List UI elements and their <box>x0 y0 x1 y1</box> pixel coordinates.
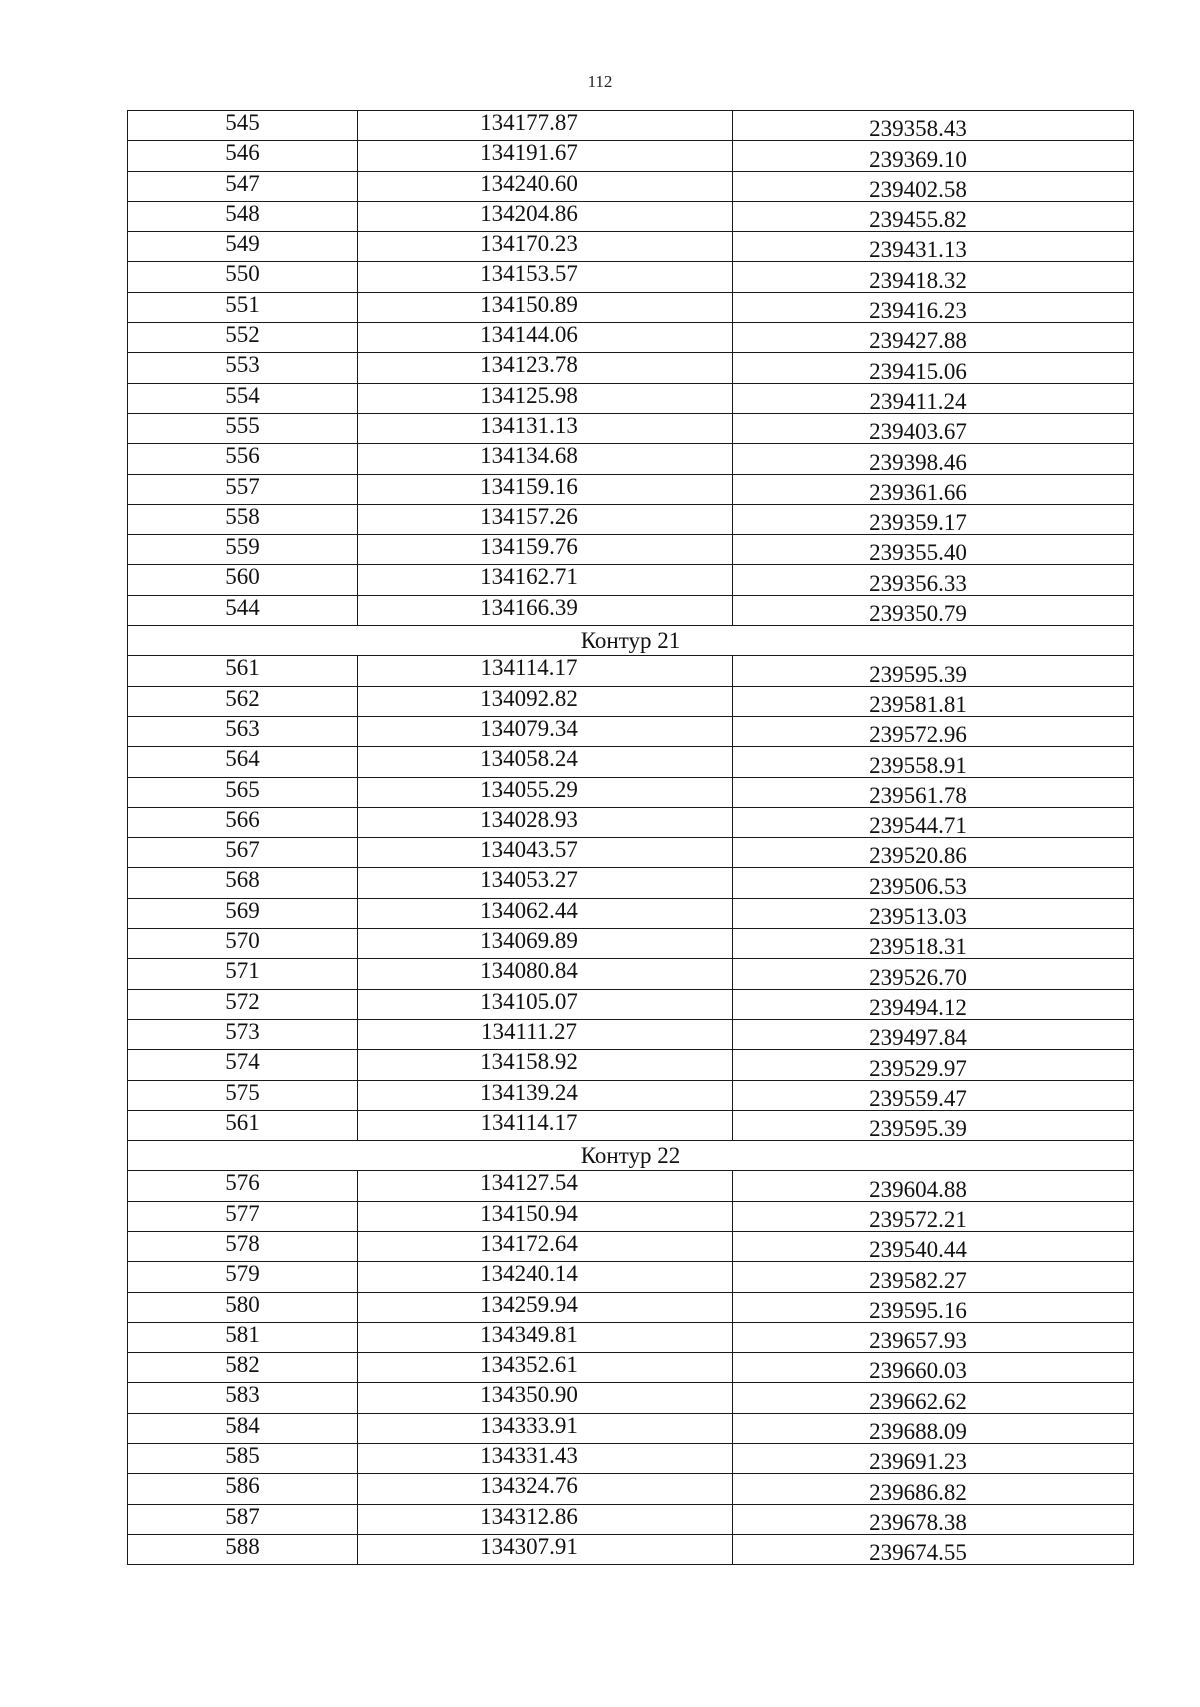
y-coordinate-cell <box>733 111 1134 141</box>
y-coordinate-cell <box>733 201 1134 231</box>
table-row <box>128 1231 1134 1261</box>
y-coordinate-cell <box>733 1231 1134 1261</box>
y-coordinate-cell <box>733 1322 1134 1352</box>
x-coordinate-cell <box>358 1019 733 1049</box>
y-coordinate-cell <box>733 1353 1134 1383</box>
y-coordinate-value: 239356.33 <box>869 570 967 596</box>
y-coordinate-value: 239595.39 <box>869 661 967 687</box>
x-coordinate-cell <box>358 1080 733 1110</box>
x-coordinate-cell <box>358 1262 733 1292</box>
point-number-cell: 561 <box>128 656 358 686</box>
contour-header-row <box>128 626 1134 656</box>
x-coordinate-value: 134177.87 <box>480 110 578 135</box>
y-coordinate-value: 239686.82 <box>869 1479 967 1505</box>
y-coordinate-cell <box>733 929 1134 959</box>
table-row <box>128 413 1134 443</box>
point-number-cell: 588 <box>128 1534 358 1564</box>
y-coordinate-cell <box>733 262 1134 292</box>
table-row <box>128 1050 1134 1080</box>
x-coordinate-value: 134333.91 <box>480 1412 578 1438</box>
y-coordinate-cell <box>733 595 1134 625</box>
point-number-cell: 558 <box>128 504 358 534</box>
point-number-cell: 561 <box>128 1110 358 1140</box>
y-coordinate-value: 239411.24 <box>869 388 967 414</box>
point-number-cell: 551 <box>128 292 358 322</box>
y-coordinate-value: 239595.16 <box>869 1297 967 1323</box>
y-coordinate-value: 239540.44 <box>869 1237 967 1263</box>
x-coordinate-value: 134123.78 <box>480 352 578 378</box>
x-coordinate-cell <box>358 535 733 565</box>
x-coordinate-value: 134134.68 <box>480 443 578 469</box>
y-coordinate-value: 239398.46 <box>869 449 967 475</box>
x-coordinate-value: 134157.26 <box>480 503 578 529</box>
x-coordinate-cell <box>358 868 733 898</box>
x-coordinate-value: 134111.27 <box>480 1018 578 1044</box>
y-coordinate-cell <box>733 383 1134 413</box>
y-coordinate-value: 239403.67 <box>869 419 967 445</box>
x-coordinate-value: 134153.57 <box>480 261 578 287</box>
x-coordinate-cell <box>358 807 733 837</box>
y-coordinate-cell <box>733 686 1134 716</box>
x-coordinate-cell <box>358 747 733 777</box>
table-row <box>128 1413 1134 1443</box>
table-row <box>128 1110 1134 1140</box>
y-coordinate-value: 239520.86 <box>869 843 967 869</box>
x-coordinate-value: 134159.16 <box>480 473 578 499</box>
x-coordinate-value: 134166.39 <box>480 594 578 620</box>
point-number-cell: 556 <box>128 444 358 474</box>
y-coordinate-value: 239361.66 <box>869 479 967 505</box>
point-number-cell: 564 <box>128 747 358 777</box>
table-row <box>128 777 1134 807</box>
x-coordinate-cell <box>358 1292 733 1322</box>
y-coordinate-cell <box>733 565 1134 595</box>
point-number-cell: 565 <box>128 777 358 807</box>
y-coordinate-value: 239431.13 <box>869 237 967 263</box>
x-coordinate-value: 134204.86 <box>480 200 578 226</box>
y-coordinate-value: 239494.12 <box>869 994 967 1020</box>
point-number-cell: 584 <box>128 1413 358 1443</box>
x-coordinate-value: 134028.93 <box>480 806 578 832</box>
x-coordinate-cell <box>358 838 733 868</box>
point-number-cell: 563 <box>128 716 358 746</box>
y-coordinate-value: 239559.47 <box>869 1085 967 1111</box>
x-coordinate-value: 134139.24 <box>480 1079 578 1105</box>
y-coordinate-value: 239529.97 <box>869 1055 967 1081</box>
y-coordinate-value: 239415.06 <box>869 358 967 384</box>
y-coordinate-value: 239595.39 <box>869 1116 967 1142</box>
x-coordinate-value: 134058.24 <box>480 746 578 772</box>
y-coordinate-cell <box>733 1050 1134 1080</box>
table-row <box>128 444 1134 474</box>
x-coordinate-cell <box>358 1050 733 1080</box>
point-number-cell: 573 <box>128 1019 358 1049</box>
point-number-cell: 568 <box>128 868 358 898</box>
y-coordinate-cell <box>733 1019 1134 1049</box>
y-coordinate-cell <box>733 171 1134 201</box>
x-coordinate-cell <box>358 686 733 716</box>
x-coordinate-cell <box>358 716 733 746</box>
point-number-cell: 547 <box>128 171 358 201</box>
y-coordinate-cell <box>733 1110 1134 1140</box>
x-coordinate-value: 134307.91 <box>480 1533 578 1559</box>
table-row <box>128 989 1134 1019</box>
y-coordinate-value: 239358.43 <box>869 116 967 142</box>
point-number-cell: 553 <box>128 353 358 383</box>
y-coordinate-value: 239657.93 <box>869 1328 967 1354</box>
y-coordinate-cell <box>733 838 1134 868</box>
point-number-cell: 586 <box>128 1474 358 1504</box>
x-coordinate-cell <box>358 383 733 413</box>
x-coordinate-cell <box>358 929 733 959</box>
y-coordinate-value: 239688.09 <box>869 1419 967 1445</box>
table-row <box>128 292 1134 322</box>
y-coordinate-cell <box>733 141 1134 171</box>
table-row <box>128 716 1134 746</box>
x-coordinate-value: 134150.89 <box>480 291 578 317</box>
x-coordinate-cell <box>358 777 733 807</box>
point-number-cell: 557 <box>128 474 358 504</box>
x-coordinate-value: 134158.92 <box>480 1049 578 1075</box>
x-coordinate-cell <box>358 565 733 595</box>
y-coordinate-cell <box>733 656 1134 686</box>
x-coordinate-cell <box>358 323 733 353</box>
x-coordinate-cell <box>358 171 733 201</box>
point-number-cell: 578 <box>128 1231 358 1261</box>
y-coordinate-cell <box>733 323 1134 353</box>
point-number-cell: 569 <box>128 898 358 928</box>
x-coordinate-value: 134080.84 <box>480 958 578 984</box>
table-row <box>128 535 1134 565</box>
y-coordinate-cell <box>733 1292 1134 1322</box>
table-row <box>128 171 1134 201</box>
y-coordinate-cell <box>733 444 1134 474</box>
point-number-cell: 585 <box>128 1444 358 1474</box>
table-row <box>128 807 1134 837</box>
table-row <box>128 1019 1134 1049</box>
table-row <box>128 595 1134 625</box>
point-number-cell: 554 <box>128 383 358 413</box>
table-row <box>128 898 1134 928</box>
point-number-cell: 559 <box>128 535 358 565</box>
y-coordinate-value: 239427.88 <box>869 328 967 354</box>
x-coordinate-value: 134062.44 <box>480 897 578 923</box>
y-coordinate-value: 239416.23 <box>869 298 967 324</box>
table-row <box>128 959 1134 989</box>
y-coordinate-value: 239558.91 <box>869 752 967 778</box>
point-number-cell: 562 <box>128 686 358 716</box>
y-coordinate-cell <box>733 1262 1134 1292</box>
x-coordinate-value: 134114.17 <box>480 1109 578 1135</box>
y-coordinate-cell <box>733 232 1134 262</box>
table-row <box>128 656 1134 686</box>
y-coordinate-value: 239662.62 <box>869 1388 967 1414</box>
y-coordinate-cell <box>733 1171 1134 1201</box>
table-row <box>128 201 1134 231</box>
x-coordinate-value: 134324.76 <box>480 1473 578 1499</box>
point-number-cell: 574 <box>128 1050 358 1080</box>
x-coordinate-cell <box>358 1383 733 1413</box>
y-coordinate-cell <box>733 989 1134 1019</box>
x-coordinate-value: 134349.81 <box>480 1321 578 1347</box>
x-coordinate-cell <box>358 1201 733 1231</box>
y-coordinate-cell <box>733 413 1134 443</box>
x-coordinate-cell <box>358 353 733 383</box>
point-number-cell: 576 <box>128 1171 358 1201</box>
x-coordinate-value: 134055.29 <box>480 776 578 802</box>
x-coordinate-cell <box>358 1504 733 1534</box>
y-coordinate-cell <box>733 747 1134 777</box>
y-coordinate-value: 239544.71 <box>869 813 967 839</box>
y-coordinate-value: 239518.31 <box>869 934 967 960</box>
x-coordinate-value: 134144.06 <box>480 322 578 348</box>
y-coordinate-value: 239660.03 <box>869 1358 967 1384</box>
point-number-cell: 571 <box>128 959 358 989</box>
y-coordinate-cell <box>733 1201 1134 1231</box>
contour-title: Контур 21 <box>128 626 1134 656</box>
table-row <box>128 504 1134 534</box>
x-coordinate-value: 134162.71 <box>480 564 578 590</box>
point-number-cell: 580 <box>128 1292 358 1322</box>
y-coordinate-value: 239582.27 <box>869 1267 967 1293</box>
x-coordinate-cell <box>358 201 733 231</box>
y-coordinate-cell <box>733 1413 1134 1443</box>
y-coordinate-value: 239561.78 <box>869 782 967 808</box>
x-coordinate-value: 134150.94 <box>480 1200 578 1226</box>
point-number-cell: 581 <box>128 1322 358 1352</box>
table-row <box>128 1080 1134 1110</box>
page-number: 112 <box>587 72 613 91</box>
x-coordinate-value: 134172.64 <box>480 1230 578 1256</box>
x-coordinate-value: 134350.90 <box>480 1382 578 1408</box>
table-row <box>128 868 1134 898</box>
y-coordinate-cell <box>733 292 1134 322</box>
table-row <box>128 1353 1134 1383</box>
y-coordinate-value: 239581.81 <box>869 691 967 717</box>
x-coordinate-cell <box>358 989 733 1019</box>
x-coordinate-value: 134240.14 <box>480 1261 578 1287</box>
y-coordinate-value: 239691.23 <box>869 1449 967 1475</box>
y-coordinate-value: 239369.10 <box>869 146 967 172</box>
x-coordinate-value: 134114.17 <box>480 655 578 681</box>
y-coordinate-cell <box>733 1504 1134 1534</box>
table-row <box>128 1444 1134 1474</box>
table-row <box>128 838 1134 868</box>
point-number-cell: 582 <box>128 1353 358 1383</box>
y-coordinate-value: 239506.53 <box>869 873 967 899</box>
x-coordinate-value: 134092.82 <box>480 685 578 711</box>
y-coordinate-cell <box>733 868 1134 898</box>
y-coordinate-cell <box>733 777 1134 807</box>
table-row <box>128 1262 1134 1292</box>
point-number-cell: 587 <box>128 1504 358 1534</box>
table-row <box>128 141 1134 171</box>
y-coordinate-cell <box>733 1080 1134 1110</box>
x-coordinate-value: 134312.86 <box>480 1503 578 1529</box>
x-coordinate-value: 134127.54 <box>480 1170 578 1196</box>
point-number-cell: 575 <box>128 1080 358 1110</box>
contour-title: Контур 22 <box>128 1141 1134 1171</box>
table-row <box>128 686 1134 716</box>
x-coordinate-value: 134125.98 <box>480 382 578 408</box>
table-row <box>128 1322 1134 1352</box>
table-row <box>128 1171 1134 1201</box>
table-row <box>128 111 1134 141</box>
point-number-cell: 552 <box>128 323 358 353</box>
x-coordinate-cell <box>358 898 733 928</box>
x-coordinate-cell <box>358 1353 733 1383</box>
x-coordinate-cell <box>358 1231 733 1261</box>
y-coordinate-cell <box>733 353 1134 383</box>
point-number-cell: 572 <box>128 989 358 1019</box>
x-coordinate-value: 134240.60 <box>480 170 578 196</box>
point-number-cell: 560 <box>128 565 358 595</box>
x-coordinate-cell <box>358 1444 733 1474</box>
x-coordinate-cell <box>358 504 733 534</box>
point-number-cell: 544 <box>128 595 358 625</box>
x-coordinate-cell <box>358 474 733 504</box>
table-row <box>128 1474 1134 1504</box>
table-row <box>128 747 1134 777</box>
x-coordinate-cell <box>358 1171 733 1201</box>
table-row <box>128 353 1134 383</box>
x-coordinate-cell <box>358 262 733 292</box>
y-coordinate-cell <box>733 807 1134 837</box>
table-row <box>128 474 1134 504</box>
y-coordinate-cell <box>733 535 1134 565</box>
coordinates-table <box>127 110 1134 1565</box>
x-coordinate-cell <box>358 959 733 989</box>
x-coordinate-value: 134131.13 <box>480 412 578 438</box>
y-coordinate-value: 239359.17 <box>869 510 967 536</box>
y-coordinate-value: 239350.79 <box>869 601 967 627</box>
x-coordinate-cell <box>358 292 733 322</box>
x-coordinate-value: 134105.07 <box>480 988 578 1014</box>
table-row <box>128 1534 1134 1564</box>
x-coordinate-value: 134259.94 <box>480 1291 578 1317</box>
x-coordinate-cell <box>358 656 733 686</box>
y-coordinate-cell <box>733 716 1134 746</box>
table-row <box>128 1383 1134 1413</box>
x-coordinate-cell <box>358 413 733 443</box>
x-coordinate-value: 134331.43 <box>480 1443 578 1469</box>
table-row <box>128 323 1134 353</box>
y-coordinate-cell <box>733 1474 1134 1504</box>
y-coordinate-cell <box>733 1444 1134 1474</box>
contour-header-row <box>128 1141 1134 1171</box>
point-number-cell: 567 <box>128 838 358 868</box>
y-coordinate-cell <box>733 474 1134 504</box>
x-coordinate-value: 134159.76 <box>480 534 578 560</box>
point-number-cell: 583 <box>128 1383 358 1413</box>
point-number-cell: 548 <box>128 201 358 231</box>
y-coordinate-value: 239513.03 <box>869 904 967 930</box>
y-coordinate-cell <box>733 1383 1134 1413</box>
y-coordinate-value: 239355.40 <box>869 540 967 566</box>
x-coordinate-value: 134191.67 <box>480 140 578 166</box>
y-coordinate-value: 239674.55 <box>869 1540 967 1566</box>
point-number-cell: 577 <box>128 1201 358 1231</box>
x-coordinate-value: 134043.57 <box>480 837 578 863</box>
y-coordinate-value: 239572.96 <box>869 722 967 748</box>
point-number-cell: 545 <box>128 111 358 141</box>
x-coordinate-value: 134079.34 <box>480 715 578 741</box>
table-row <box>128 565 1134 595</box>
y-coordinate-value: 239526.70 <box>869 964 967 990</box>
x-coordinate-cell <box>358 141 733 171</box>
y-coordinate-cell <box>733 504 1134 534</box>
y-coordinate-cell <box>733 1534 1134 1564</box>
y-coordinate-value: 239402.58 <box>869 176 967 202</box>
y-coordinate-cell <box>733 898 1134 928</box>
y-coordinate-value: 239604.88 <box>869 1176 967 1202</box>
x-coordinate-cell <box>358 1413 733 1443</box>
x-coordinate-value: 134170.23 <box>480 231 578 257</box>
table-row <box>128 1504 1134 1534</box>
x-coordinate-value: 134053.27 <box>480 867 578 893</box>
y-coordinate-value: 239455.82 <box>869 207 967 233</box>
point-number-cell: 566 <box>128 807 358 837</box>
x-coordinate-cell <box>358 595 733 625</box>
y-coordinate-cell <box>733 959 1134 989</box>
y-coordinate-value: 239418.32 <box>869 267 967 293</box>
point-number-cell: 570 <box>128 929 358 959</box>
table-row <box>128 232 1134 262</box>
x-coordinate-cell <box>358 1110 733 1140</box>
table-row <box>128 1292 1134 1322</box>
point-number-cell: 549 <box>128 232 358 262</box>
table-row <box>128 1201 1134 1231</box>
x-coordinate-cell <box>358 232 733 262</box>
x-coordinate-cell <box>358 111 733 141</box>
coordinates-table-body <box>128 111 1134 1565</box>
point-number-cell: 546 <box>128 141 358 171</box>
x-coordinate-cell <box>358 444 733 474</box>
table-row <box>128 929 1134 959</box>
x-coordinate-value: 134069.89 <box>480 928 578 954</box>
y-coordinate-value: 239572.21 <box>869 1206 967 1232</box>
y-coordinate-value: 239497.84 <box>869 1025 967 1051</box>
y-coordinate-value: 239678.38 <box>869 1509 967 1535</box>
x-coordinate-cell <box>358 1474 733 1504</box>
point-number-cell: 579 <box>128 1262 358 1292</box>
point-number-cell: 550 <box>128 262 358 292</box>
table-row <box>128 383 1134 413</box>
x-coordinate-cell <box>358 1534 733 1564</box>
x-coordinate-cell <box>358 1322 733 1352</box>
x-coordinate-value: 134352.61 <box>480 1352 578 1378</box>
table-row <box>128 262 1134 292</box>
point-number-cell: 555 <box>128 413 358 443</box>
